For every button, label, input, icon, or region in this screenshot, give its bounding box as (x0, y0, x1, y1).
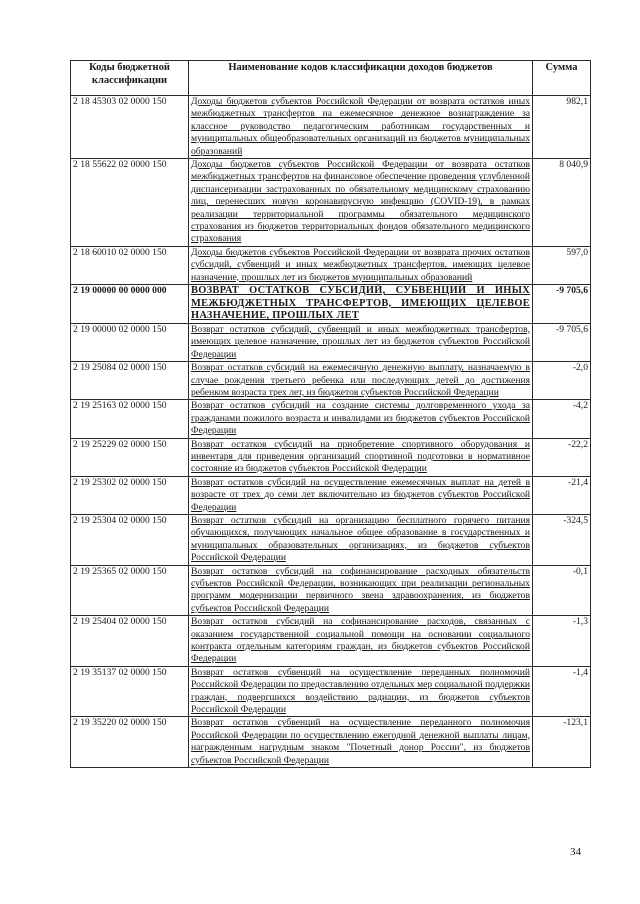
row-sum: -2,0 (533, 362, 591, 400)
budget-revenue-table (70, 60, 591, 768)
table-row (71, 362, 591, 400)
row-code: 2 19 25084 02 0000 150 (71, 362, 189, 400)
row-name: Доходы бюджетов субъектов Российской Федерации от возврата прочих остатков субсидий, субвенций и иных межбюджетных трансфертов, имеющих целевое назначение, прошлых лет из бюджетов муниципальных образований (189, 246, 533, 284)
table-row (71, 717, 591, 768)
row-sum: 597,0 (533, 246, 591, 284)
row-code: 2 19 00000 02 0000 150 (71, 323, 189, 361)
row-sum: -9 705,6 (533, 285, 591, 324)
row-name: Доходы бюджетов субъектов Российской Федерации от возврата остатков межбюджетных трансфертов на финансовое обеспечение проведения углубленной диспансеризации застрахованных по обязательному медицинскому страхованию лиц, перенесших новую коронавирусную инфекцию (COVID-19), в рамках реализации территориальной программы обязательного медицинского страхования из бюджетов территориальных фондов обязательного медицинского страхования (189, 159, 533, 247)
row-name: Возврат остатков субсидий, субвенций и иных межбюджетных трансфертов, имеющих целевое назначение, прошлых лет из бюджетов субъектов Российской Федерации (189, 323, 533, 361)
row-name: Возврат остатков субсидий на софинансирование расходов, связанных с оказанием государственной социальной помощи на основании социального контракта отдельным категориям граждан, из бюджетов субъектов Российской Федерации (189, 616, 533, 667)
row-code: 2 19 25304 02 0000 150 (71, 514, 189, 565)
table-row (71, 96, 591, 159)
table-row (71, 438, 591, 476)
table-body (71, 96, 591, 768)
row-code: 2 19 25163 02 0000 150 (71, 400, 189, 438)
row-sum: -22,2 (533, 438, 591, 476)
row-name: Возврат остатков субсидий на создание системы долговременного ухода за гражданами пожилого возраста и инвалидами из бюджетов субъектов Российской Федерации (189, 400, 533, 438)
row-sum: -1,3 (533, 616, 591, 667)
row-code: 2 19 35220 02 0000 150 (71, 717, 189, 768)
table-row (71, 400, 591, 438)
row-name: Возврат остатков субсидий на организацию бесплатного горячего питания обучающихся, получающих начальное общее образование в государственных и муниципальных образовательных организациях, из бюджетов субъектов Российской Федерации (189, 514, 533, 565)
table-row (71, 616, 591, 667)
row-name: Возврат остатков субсидий на приобретение спортивного оборудования и инвентаря для приведения организаций спортивной подготовки в нормативное состояние из бюджетов субъектов Российской Федерации (189, 438, 533, 476)
row-sum: -0,1 (533, 565, 591, 616)
table-row-section-total (71, 285, 591, 324)
row-code: 2 19 25404 02 0000 150 (71, 616, 189, 667)
row-name: Возврат остатков субсидий на софинансирование расходных обязательств субъектов Российской Федерации, возникающих при реализации региональных программ модернизации первичного звена здравоохранения, из бюджетов субъектов Российской Федерации (189, 565, 533, 616)
row-name: Возврат остатков субвенций на осуществление переданного полномочия Российской Федерации по осуществлению ежегодной денежной выплаты лицам, награжденным нагрудным знаком "Почетный донор России", из бюджетов субъектов Российской Федерации (189, 717, 533, 768)
table-row (71, 565, 591, 616)
table-row (71, 514, 591, 565)
row-code: 2 19 25365 02 0000 150 (71, 565, 189, 616)
row-sum: 982,1 (533, 96, 591, 159)
row-name: Доходы бюджетов субъектов Российской Федерации от возврата остатков иных межбюджетных трансфертов на ежемесячное денежное вознаграждение за классное руководство педагогическим работникам государственных и муниципальных общеобразовательных организаций из бюджетов муниципальных образований (189, 96, 533, 159)
table-row (71, 323, 591, 361)
table-row (71, 476, 591, 514)
row-sum: -1,4 (533, 666, 591, 717)
row-code: 2 19 00000 00 0000 000 (71, 285, 189, 324)
table-row (71, 159, 591, 247)
header-sum: Сумма (533, 61, 591, 96)
row-name: Возврат остатков субсидий на ежемесячную денежную выплату, назначаемую в случае рождения третьего ребенка или последующих детей до достижения ребенком возраста трех лет, из бюджетов субъектов Российской Федерации (189, 362, 533, 400)
table-row (71, 246, 591, 284)
row-code: 2 19 25302 02 0000 150 (71, 476, 189, 514)
document-page (70, 60, 590, 768)
row-sum: -9 705,6 (533, 323, 591, 361)
row-sum: 8 040,9 (533, 159, 591, 247)
row-name: Возврат остатков субвенций на осуществление переданных полномочий Российской Федерации по предоставлению отдельных мер социальной поддержки граждан, подвергшихся воздействию радиации, из бюджетов субъектов Российской Федерации (189, 666, 533, 717)
row-code: 2 18 55622 02 0000 150 (71, 159, 189, 247)
row-sum: -4,2 (533, 400, 591, 438)
row-name: ВОЗВРАТ ОСТАТКОВ СУБСИДИЙ, СУБВЕНЦИЙ И ИНЫХ МЕЖБЮДЖЕТНЫХ ТРАНСФЕРТОВ, ИМЕЮЩИХ ЦЕЛЕВОЕ НАЗНАЧЕНИЕ, ПРОШЛЫХ ЛЕТ (189, 285, 533, 324)
row-sum: -324,5 (533, 514, 591, 565)
row-code: 2 18 60010 02 0000 150 (71, 246, 189, 284)
row-name: Возврат остатков субсидий на осуществление ежемесячных выплат на детей в возрасте от трех до семи лет включительно из бюджетов субъектов Российской Федерации (189, 476, 533, 514)
row-sum: -21,4 (533, 476, 591, 514)
row-code: 2 19 35137 02 0000 150 (71, 666, 189, 717)
table-row (71, 666, 591, 717)
table-header-row (71, 61, 591, 96)
row-code: 2 19 25229 02 0000 150 (71, 438, 189, 476)
row-sum: -123,1 (533, 717, 591, 768)
page-number: 34 (570, 846, 581, 858)
row-code: 2 18 45303 02 0000 150 (71, 96, 189, 159)
header-name: Наименование кодов классификации доходов бюджетов (189, 61, 533, 96)
header-code: Коды бюджетной классификации (71, 61, 189, 96)
